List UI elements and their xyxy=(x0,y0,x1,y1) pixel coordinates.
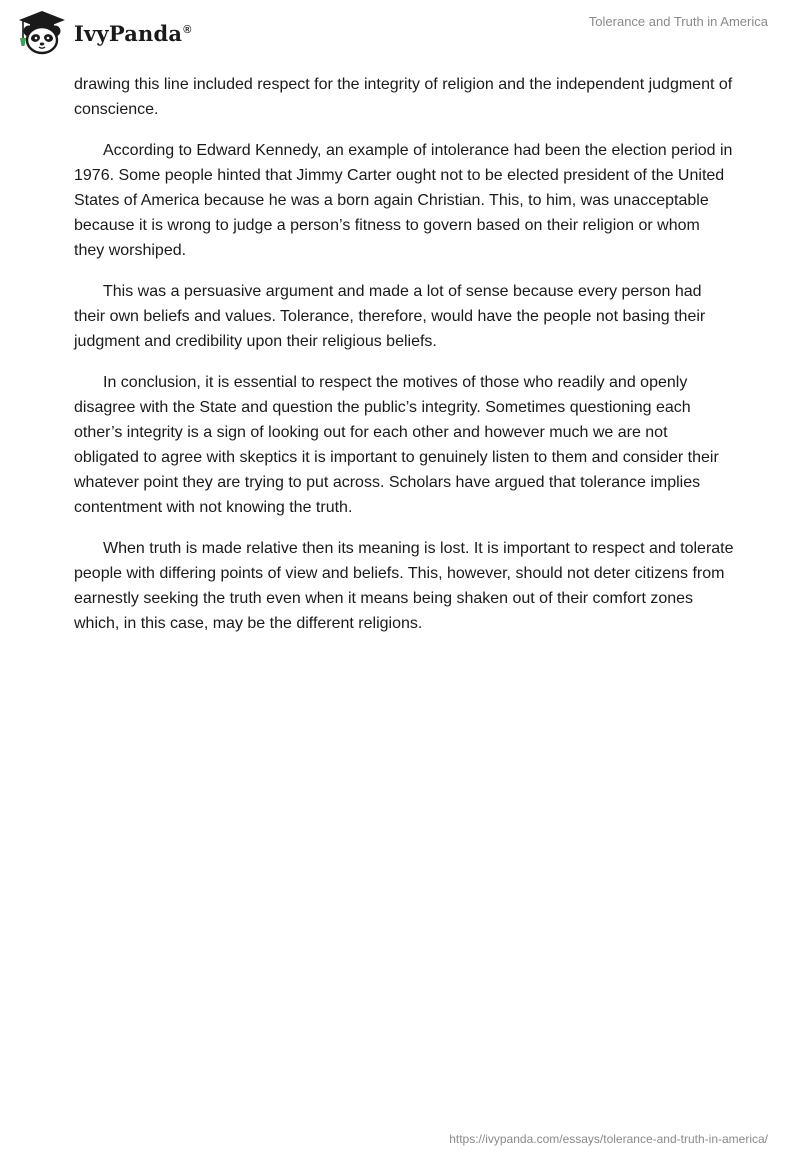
paragraph-continuation: drawing this line included respect for the integrity of religion and the independent judgment of conscience. xyxy=(74,76,733,118)
source-url-link[interactable]: https://ivypanda.com/essays/tolerance-and-truth-in-america/ xyxy=(449,1132,768,1146)
ivypanda-logo[interactable] xyxy=(14,8,192,56)
paragraph: When truth is made relative then its meaning is lost. It is important to respect and tolerate people with differing points of view and beliefs. This, however, should not deter citizens from earnestly seeking the truth even when it means being shaken out of their comfort zones which, in this case, may be the different religions. xyxy=(74,540,734,632)
page-header xyxy=(0,0,800,64)
brand-name: IvyPanda® xyxy=(74,20,192,46)
paragraph: According to Edward Kennedy, an example of intolerance had been the election period in 1976. Some people hinted that Jimmy Carter ought not to be elected president of the United States of America because he was a born again Christian. This, to him, was unacceptable because it is wrong to judge a person’s fitness to govern based on their religion or whom they worshiped. xyxy=(74,142,733,259)
essay-body xyxy=(74,72,734,652)
document-title: Tolerance and Truth in America xyxy=(588,14,768,29)
panda-graduate-icon xyxy=(14,8,70,56)
paragraph: This was a persuasive argument and made a lot of sense because every person had their own beliefs and values. Tolerance, therefore, would have the people not basing their judgment and credibility upon their religious beliefs. xyxy=(74,283,706,350)
registered-mark: ® xyxy=(183,23,192,36)
paragraph: In conclusion, it is essential to respect the motives of those who readily and openly disagree with the State and question the public’s integrity. Sometimes questioning each other’s integrity is a sign of looking out for each other and however much we are not obligated to agree with skeptics it is important to genuinely listen to them and consider their whatever point they are trying to put across. Scholars have argued that tolerance implies contentment with not knowing the truth. xyxy=(74,374,719,516)
